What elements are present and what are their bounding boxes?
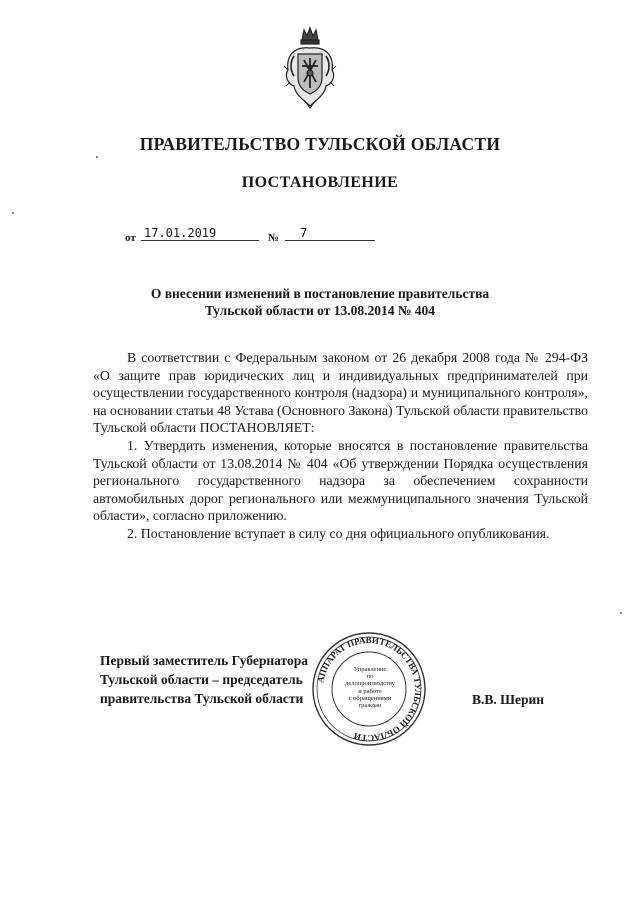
date-value: 17.01.2019	[144, 226, 217, 240]
document-body	[93, 349, 588, 543]
position-line-2: Тульской области – председатель	[100, 672, 303, 687]
document-subject	[100, 285, 540, 319]
number-underline	[285, 240, 375, 241]
scan-speck	[96, 156, 98, 158]
stamp-center-text: Управление по делопроизводству и работе с обращениями граждан	[345, 666, 395, 710]
signatory-position	[100, 651, 308, 708]
body-item-2: 2. Постановление вступает в силу со дня официального опубликования.	[127, 525, 550, 541]
scan-speck	[12, 212, 14, 214]
document-type-title: ПОСТАНОВЛЕНИЕ	[241, 174, 399, 191]
body-item-1: 1. Утвердить изменения, которые вносятся в постановление правительства Тульской области от 13.08.2014 № 404 «Об утверждении Порядка осуществления регионального государственного надзора за обеспечением сохранности автомобильных дорог регионального или межмуниципального значения Тульской области», согласно приложению.	[93, 437, 588, 524]
body-preamble: В соответствии с Федеральным законом от 26 декабря 2008 года № 294-ФЗ «О защите прав юридических лиц и индивидуальных предпринимателей при осуществлении государственного контроля (надзора) и муниципального контроля», на основании статьи 48 Устава (Основного Закона) Тульской области правительство Тульской области ПОСТАНОВЛЯЕТ:	[93, 350, 588, 436]
scan-speck	[620, 612, 622, 614]
position-line-3: правительства Тульской области	[100, 691, 304, 706]
date-label: от	[125, 232, 136, 244]
signatory-name: В.В. Шерин	[472, 692, 545, 707]
date-underline	[141, 240, 259, 241]
subject-line-1: О внесении изменений в постановление правительства	[150, 286, 490, 301]
number-label: №	[268, 232, 280, 244]
position-line-1: Первый заместитель Губернатора	[100, 653, 308, 668]
coat-of-arms-emblem	[280, 26, 340, 110]
subject-line-2: Тульской области от 13.08.2014 № 404	[204, 303, 436, 318]
number-value: 7	[300, 226, 308, 240]
government-title: ПРАВИТЕЛЬСТВО ТУЛЬСКОЙ ОБЛАСТИ	[139, 134, 501, 154]
stamp-ring-text: АППАРАТ ПРАВИТЕЛЬСТВА ТУЛЬСКОЙ ОБЛАСТИ	[315, 634, 424, 744]
